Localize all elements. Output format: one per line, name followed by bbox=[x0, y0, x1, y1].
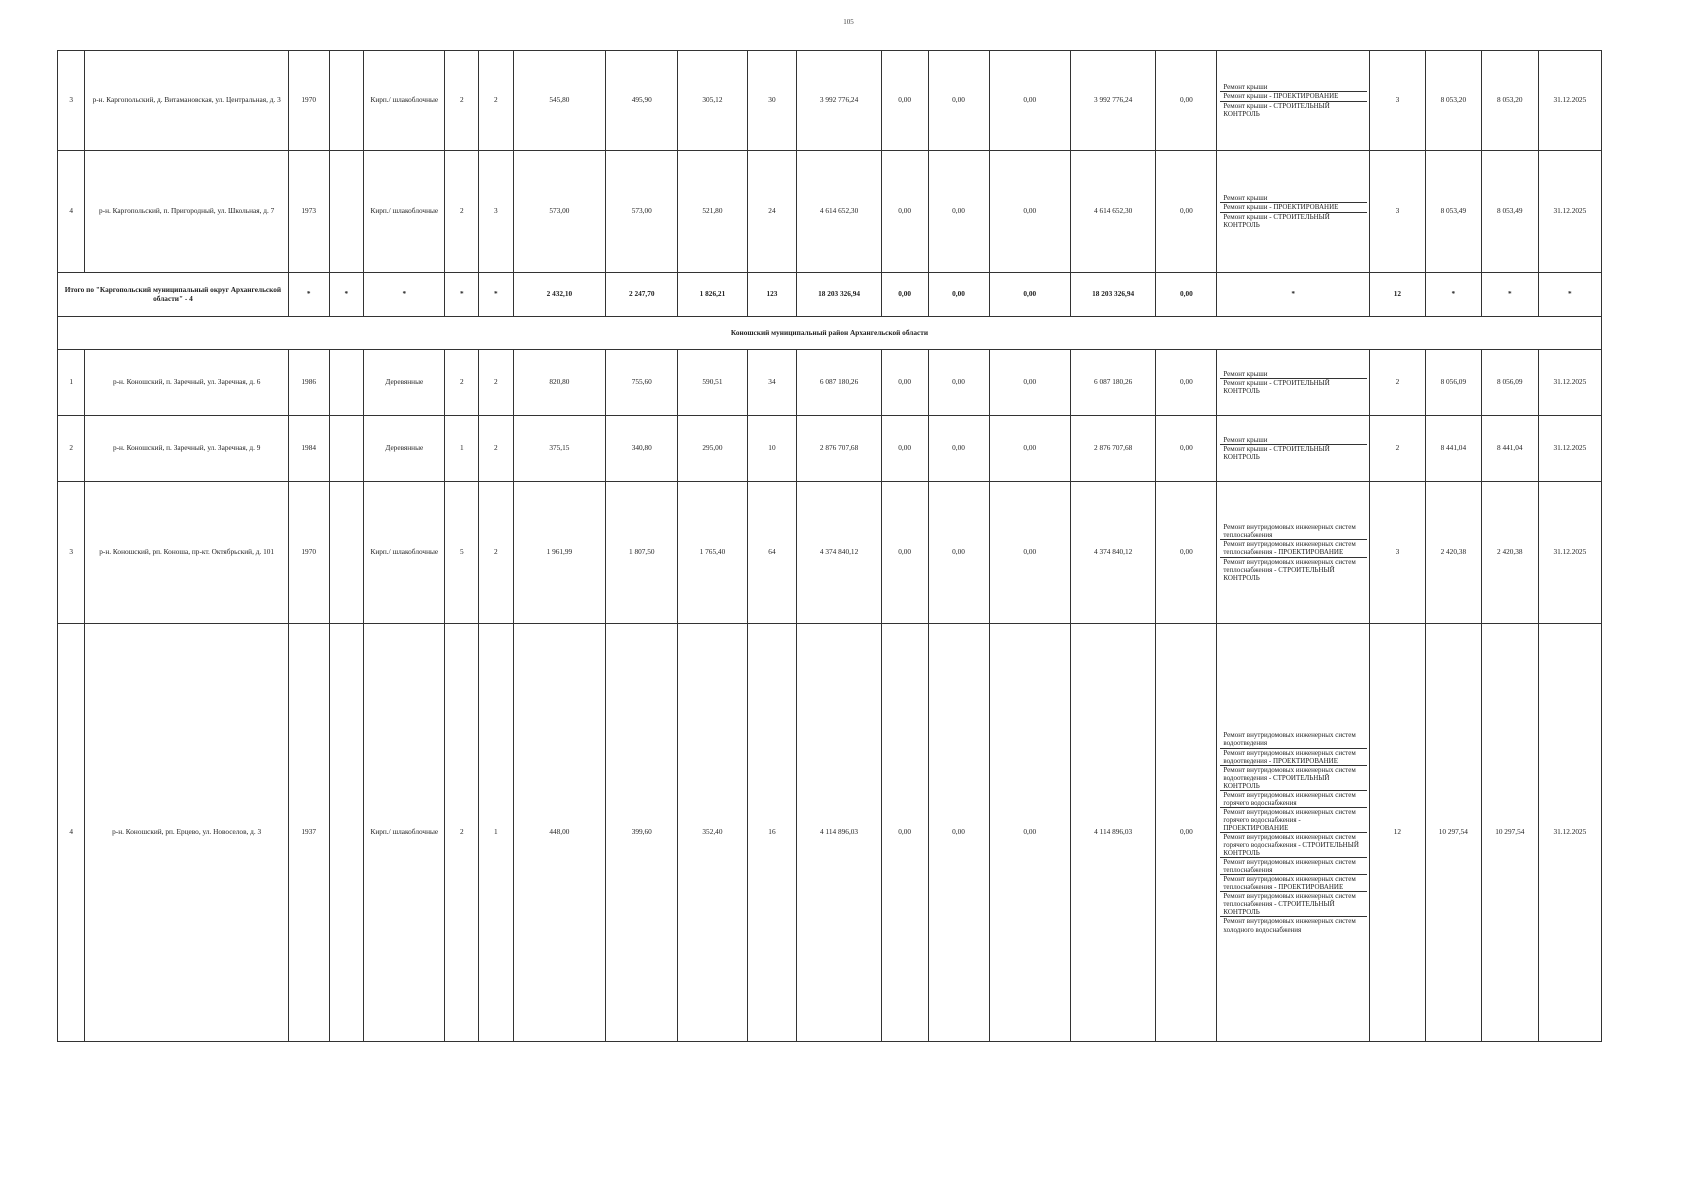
address-cell: р-н. Коношский, рп. Коноша, пр-кт. Октябрьский, д. 101 bbox=[85, 482, 288, 624]
work-count-cell: 3 bbox=[1369, 482, 1425, 624]
total-fund-mun: 0,00 bbox=[989, 273, 1070, 317]
fund-mun-cell: 0,00 bbox=[989, 416, 1070, 482]
area-resid-cell: 352,40 bbox=[678, 624, 747, 1042]
work-item: Ремонт внутридомовых инженерных систем холодного водоснабжения bbox=[1223, 917, 1356, 934]
work-item: Ремонт крыши bbox=[1220, 83, 1367, 92]
section-header-row bbox=[58, 317, 1602, 350]
total-entrances: * bbox=[479, 273, 514, 317]
work-item: Ремонт внутридомовых инженерных систем водоотведения - СТРОИТЕЛЬНЫЙ КОНТРОЛЬ bbox=[1220, 766, 1367, 791]
unit-limit-cell: 8 056,09 bbox=[1481, 350, 1538, 416]
table-row bbox=[58, 51, 1602, 151]
total-floors: * bbox=[445, 273, 479, 317]
total-deadline: * bbox=[1538, 273, 1601, 317]
address-cell: р-н. Каргопольский, д. Витамановская, ул. Центральная, д. 3 bbox=[85, 51, 288, 151]
unit-cost-cell: 8 053,20 bbox=[1425, 51, 1481, 151]
area-living-cell: 573,00 bbox=[606, 151, 678, 273]
area-living-cell: 340,80 bbox=[606, 416, 678, 482]
works-list bbox=[1219, 83, 1367, 117]
year-cell: 1986 bbox=[288, 350, 329, 416]
work-item: Ремонт крыши - ПРОЕКТИРОВАНИЕ bbox=[1220, 203, 1367, 212]
work-item: Ремонт крыши - СТРОИТЕЛЬНЫЙ КОНТРОЛЬ bbox=[1223, 378, 1330, 396]
total-area-total: 2 432,10 bbox=[513, 273, 606, 317]
material-cell: Кирп./ шлакоблочные bbox=[364, 51, 445, 151]
material-cell: Деревянные bbox=[364, 350, 445, 416]
year2-cell bbox=[329, 151, 364, 273]
fund-fed-cell: 0,00 bbox=[881, 51, 928, 151]
unit-limit-cell: 8 053,20 bbox=[1481, 51, 1538, 151]
year-cell: 1937 bbox=[288, 624, 329, 1042]
fund-mun-cell: 0,00 bbox=[989, 624, 1070, 1042]
area-living-cell: 399,60 bbox=[606, 624, 678, 1042]
work-count-cell: 2 bbox=[1369, 350, 1425, 416]
works-list bbox=[1219, 436, 1367, 461]
year-cell: 1970 bbox=[288, 51, 329, 151]
area-living-cell: 1 807,50 bbox=[606, 482, 678, 624]
works-cell bbox=[1217, 416, 1370, 482]
total-cost-total: 18 203 326,94 bbox=[797, 273, 881, 317]
area-total-cell: 545,80 bbox=[513, 51, 606, 151]
material-cell: Деревянные bbox=[364, 416, 445, 482]
work-item: Ремонт внутридомовых инженерных систем теплоснабжения - СТРОИТЕЛЬНЫЙ КОНТРОЛЬ bbox=[1220, 892, 1367, 917]
work-item: Ремонт внутридомовых инженерных систем горячего водоснабжения - СТРОИТЕЛЬНЫЙ КОНТРОЛЬ bbox=[1220, 833, 1367, 858]
total-fund-reg: 0,00 bbox=[928, 273, 989, 317]
work-item: Ремонт крыши - СТРОИТЕЛЬНЫЙ КОНТРОЛЬ bbox=[1223, 212, 1330, 229]
fund-mun-cell: 0,00 bbox=[989, 350, 1070, 416]
entrances-cell: 2 bbox=[479, 350, 514, 416]
entrances-cell: 1 bbox=[479, 624, 514, 1042]
work-count-cell: 12 bbox=[1369, 624, 1425, 1042]
works-cell bbox=[1217, 350, 1370, 416]
table-row bbox=[58, 350, 1602, 416]
cost-total-cell: 6 087 180,26 bbox=[797, 350, 881, 416]
fund-mun-cell: 0,00 bbox=[989, 51, 1070, 151]
fund-other-cell: 0,00 bbox=[1156, 350, 1217, 416]
row-number: 3 bbox=[58, 51, 85, 151]
table-row bbox=[58, 624, 1602, 1042]
total-unit-cost: * bbox=[1425, 273, 1481, 317]
floors-cell: 2 bbox=[445, 151, 479, 273]
year2-cell bbox=[329, 624, 364, 1042]
total-area-living: 2 247,70 bbox=[606, 273, 678, 317]
fund-owner-cell: 4 614 652,30 bbox=[1070, 151, 1155, 273]
address-cell: р-н. Коношский, п. Заречный, ул. Заречная, д. 6 bbox=[85, 350, 288, 416]
work-item: Ремонт внутридомовых инженерных систем горячего водоснабжения bbox=[1220, 791, 1367, 808]
year2-cell bbox=[329, 482, 364, 624]
material-cell: Кирп./ шлакоблочные bbox=[364, 624, 445, 1042]
total-unit-limit: * bbox=[1481, 273, 1538, 317]
residents-cell: 30 bbox=[747, 51, 797, 151]
deadline-cell: 31.12.2025 bbox=[1538, 151, 1601, 273]
residents-cell: 24 bbox=[747, 151, 797, 273]
entrances-cell: 2 bbox=[479, 482, 514, 624]
deadline-cell: 31.12.2025 bbox=[1538, 624, 1601, 1042]
total-fund-other: 0,00 bbox=[1156, 273, 1217, 317]
deadline-cell: 31.12.2025 bbox=[1538, 350, 1601, 416]
floors-cell: 5 bbox=[445, 482, 479, 624]
fund-reg-cell: 0,00 bbox=[928, 482, 989, 624]
row-number: 3 bbox=[58, 482, 85, 624]
unit-cost-cell: 8 056,09 bbox=[1425, 350, 1481, 416]
deadline-cell: 31.12.2025 bbox=[1538, 482, 1601, 624]
fund-other-cell: 0,00 bbox=[1156, 51, 1217, 151]
capital-repair-register-table bbox=[57, 50, 1602, 1042]
work-item: Ремонт внутридомовых инженерных систем теплоснабжения bbox=[1220, 523, 1367, 540]
work-count-cell: 3 bbox=[1369, 51, 1425, 151]
work-item: Ремонт внутридомовых инженерных систем теплоснабжения - ПРОЕКТИРОВАНИЕ bbox=[1220, 540, 1367, 557]
total-area-resid: 1 826,21 bbox=[678, 273, 747, 317]
area-living-cell: 495,90 bbox=[606, 51, 678, 151]
area-resid-cell: 305,12 bbox=[678, 51, 747, 151]
fund-fed-cell: 0,00 bbox=[881, 624, 928, 1042]
unit-limit-cell: 8 441,04 bbox=[1481, 416, 1538, 482]
area-living-cell: 755,60 bbox=[606, 350, 678, 416]
cost-total-cell: 4 114 896,03 bbox=[797, 624, 881, 1042]
row-number: 4 bbox=[58, 151, 85, 273]
work-count-cell: 3 bbox=[1369, 151, 1425, 273]
floors-cell: 1 bbox=[445, 416, 479, 482]
work-item: Ремонт внутридомовых инженерных систем водоотведения - ПРОЕКТИРОВАНИЕ bbox=[1220, 749, 1367, 766]
total-year2: * bbox=[329, 273, 364, 317]
total-label: Итого по "Каргопольский муниципальный округ Архангельской области" - 4 bbox=[58, 273, 289, 317]
work-item: Ремонт внутридомовых инженерных систем теплоснабжения - СТРОИТЕЛЬНЫЙ КОНТРОЛЬ bbox=[1223, 557, 1356, 582]
row-number: 1 bbox=[58, 350, 85, 416]
floors-cell: 2 bbox=[445, 624, 479, 1042]
year-cell: 1984 bbox=[288, 416, 329, 482]
fund-owner-cell: 2 876 707,68 bbox=[1070, 416, 1155, 482]
section-title: Коношский муниципальный район Архангельской области bbox=[58, 317, 1602, 350]
total-work-count: 12 bbox=[1369, 273, 1425, 317]
entrances-cell: 3 bbox=[479, 151, 514, 273]
works-list bbox=[1219, 370, 1367, 395]
entrances-cell: 2 bbox=[479, 51, 514, 151]
work-item: Ремонт внутридомовых инженерных систем теплоснабжения bbox=[1220, 858, 1367, 875]
residents-cell: 10 bbox=[747, 416, 797, 482]
table-row bbox=[58, 482, 1602, 624]
work-item: Ремонт крыши bbox=[1220, 370, 1367, 379]
unit-cost-cell: 8 053,49 bbox=[1425, 151, 1481, 273]
year2-cell bbox=[329, 350, 364, 416]
fund-reg-cell: 0,00 bbox=[928, 416, 989, 482]
works-cell bbox=[1217, 482, 1370, 624]
work-item: Ремонт крыши - СТРОИТЕЛЬНЫЙ КОНТРОЛЬ bbox=[1223, 101, 1330, 118]
unit-cost-cell: 2 420,38 bbox=[1425, 482, 1481, 624]
floors-cell: 2 bbox=[445, 51, 479, 151]
row-number: 4 bbox=[58, 624, 85, 1042]
entrances-cell: 2 bbox=[479, 416, 514, 482]
fund-other-cell: 0,00 bbox=[1156, 151, 1217, 273]
area-total-cell: 375,15 bbox=[513, 416, 606, 482]
fund-fed-cell: 0,00 bbox=[881, 151, 928, 273]
deadline-cell: 31.12.2025 bbox=[1538, 416, 1601, 482]
cost-total-cell: 2 876 707,68 bbox=[797, 416, 881, 482]
fund-owner-cell: 4 374 840,12 bbox=[1070, 482, 1155, 624]
address-cell: р-н. Каргопольский, п. Пригородный, ул. Школьная, д. 7 bbox=[85, 151, 288, 273]
fund-reg-cell: 0,00 bbox=[928, 151, 989, 273]
address-cell: р-н. Коношский, п. Заречный, ул. Заречная, д. 9 bbox=[85, 416, 288, 482]
works-cell bbox=[1217, 624, 1370, 1042]
area-total-cell: 448,00 bbox=[513, 624, 606, 1042]
address-cell: р-н. Коношский, рп. Ерцево, ул. Новоселов, д. 3 bbox=[85, 624, 288, 1042]
row-number: 2 bbox=[58, 416, 85, 482]
area-total-cell: 1 961,99 bbox=[513, 482, 606, 624]
area-resid-cell: 590,51 bbox=[678, 350, 747, 416]
total-residents: 123 bbox=[747, 273, 797, 317]
work-item: Ремонт крыши bbox=[1220, 436, 1367, 445]
total-fund-owner: 18 203 326,94 bbox=[1070, 273, 1155, 317]
work-item: Ремонт крыши bbox=[1220, 194, 1367, 203]
work-item: Ремонт крыши - ПРОЕКТИРОВАНИЕ bbox=[1220, 92, 1367, 101]
total-fund-fed: 0,00 bbox=[881, 273, 928, 317]
unit-limit-cell: 10 297,54 bbox=[1481, 624, 1538, 1042]
residents-cell: 16 bbox=[747, 624, 797, 1042]
fund-fed-cell: 0,00 bbox=[881, 482, 928, 624]
work-item: Ремонт внутридомовых инженерных систем горячего водоснабжения - ПРОЕКТИРОВАНИЕ bbox=[1220, 808, 1367, 833]
year2-cell bbox=[329, 416, 364, 482]
work-item: Ремонт внутридомовых инженерных систем водоотведения bbox=[1220, 731, 1367, 748]
unit-cost-cell: 10 297,54 bbox=[1425, 624, 1481, 1042]
deadline-cell: 31.12.2025 bbox=[1538, 51, 1601, 151]
works-list bbox=[1219, 523, 1367, 581]
year-cell: 1970 bbox=[288, 482, 329, 624]
fund-fed-cell: 0,00 bbox=[881, 350, 928, 416]
work-count-cell: 2 bbox=[1369, 416, 1425, 482]
area-total-cell: 820,80 bbox=[513, 350, 606, 416]
total-row bbox=[58, 273, 1602, 317]
fund-other-cell: 0,00 bbox=[1156, 482, 1217, 624]
total-material: * bbox=[364, 273, 445, 317]
fund-fed-cell: 0,00 bbox=[881, 416, 928, 482]
residents-cell: 64 bbox=[747, 482, 797, 624]
total-year: * bbox=[288, 273, 329, 317]
unit-limit-cell: 8 053,49 bbox=[1481, 151, 1538, 273]
fund-owner-cell: 4 114 896,03 bbox=[1070, 624, 1155, 1042]
fund-owner-cell: 3 992 776,24 bbox=[1070, 51, 1155, 151]
unit-limit-cell: 2 420,38 bbox=[1481, 482, 1538, 624]
fund-other-cell: 0,00 bbox=[1156, 624, 1217, 1042]
total-works: * bbox=[1217, 273, 1370, 317]
cost-total-cell: 4 614 652,30 bbox=[797, 151, 881, 273]
works-list bbox=[1219, 731, 1367, 933]
material-cell: Кирп./ шлакоблочные bbox=[364, 151, 445, 273]
works-list bbox=[1219, 194, 1367, 228]
fund-reg-cell: 0,00 bbox=[928, 350, 989, 416]
fund-owner-cell: 6 087 180,26 bbox=[1070, 350, 1155, 416]
floors-cell: 2 bbox=[445, 350, 479, 416]
year2-cell bbox=[329, 51, 364, 151]
table-row bbox=[58, 151, 1602, 273]
area-resid-cell: 1 765,40 bbox=[678, 482, 747, 624]
fund-mun-cell: 0,00 bbox=[989, 482, 1070, 624]
work-item: Ремонт внутридомовых инженерных систем теплоснабжения - ПРОЕКТИРОВАНИЕ bbox=[1220, 875, 1367, 892]
area-total-cell: 573,00 bbox=[513, 151, 606, 273]
fund-reg-cell: 0,00 bbox=[928, 51, 989, 151]
works-cell bbox=[1217, 51, 1370, 151]
fund-mun-cell: 0,00 bbox=[989, 151, 1070, 273]
area-resid-cell: 295,00 bbox=[678, 416, 747, 482]
residents-cell: 34 bbox=[747, 350, 797, 416]
year-cell: 1973 bbox=[288, 151, 329, 273]
work-item: Ремонт крыши - СТРОИТЕЛЬНЫЙ КОНТРОЛЬ bbox=[1223, 444, 1330, 462]
fund-other-cell: 0,00 bbox=[1156, 416, 1217, 482]
table-row bbox=[58, 416, 1602, 482]
area-resid-cell: 521,80 bbox=[678, 151, 747, 273]
fund-reg-cell: 0,00 bbox=[928, 624, 989, 1042]
material-cell: Кирп./ шлакоблочные bbox=[364, 482, 445, 624]
works-cell bbox=[1217, 151, 1370, 273]
unit-cost-cell: 8 441,04 bbox=[1425, 416, 1481, 482]
page-number: 105 bbox=[843, 18, 854, 26]
cost-total-cell: 4 374 840,12 bbox=[797, 482, 881, 624]
cost-total-cell: 3 992 776,24 bbox=[797, 51, 881, 151]
